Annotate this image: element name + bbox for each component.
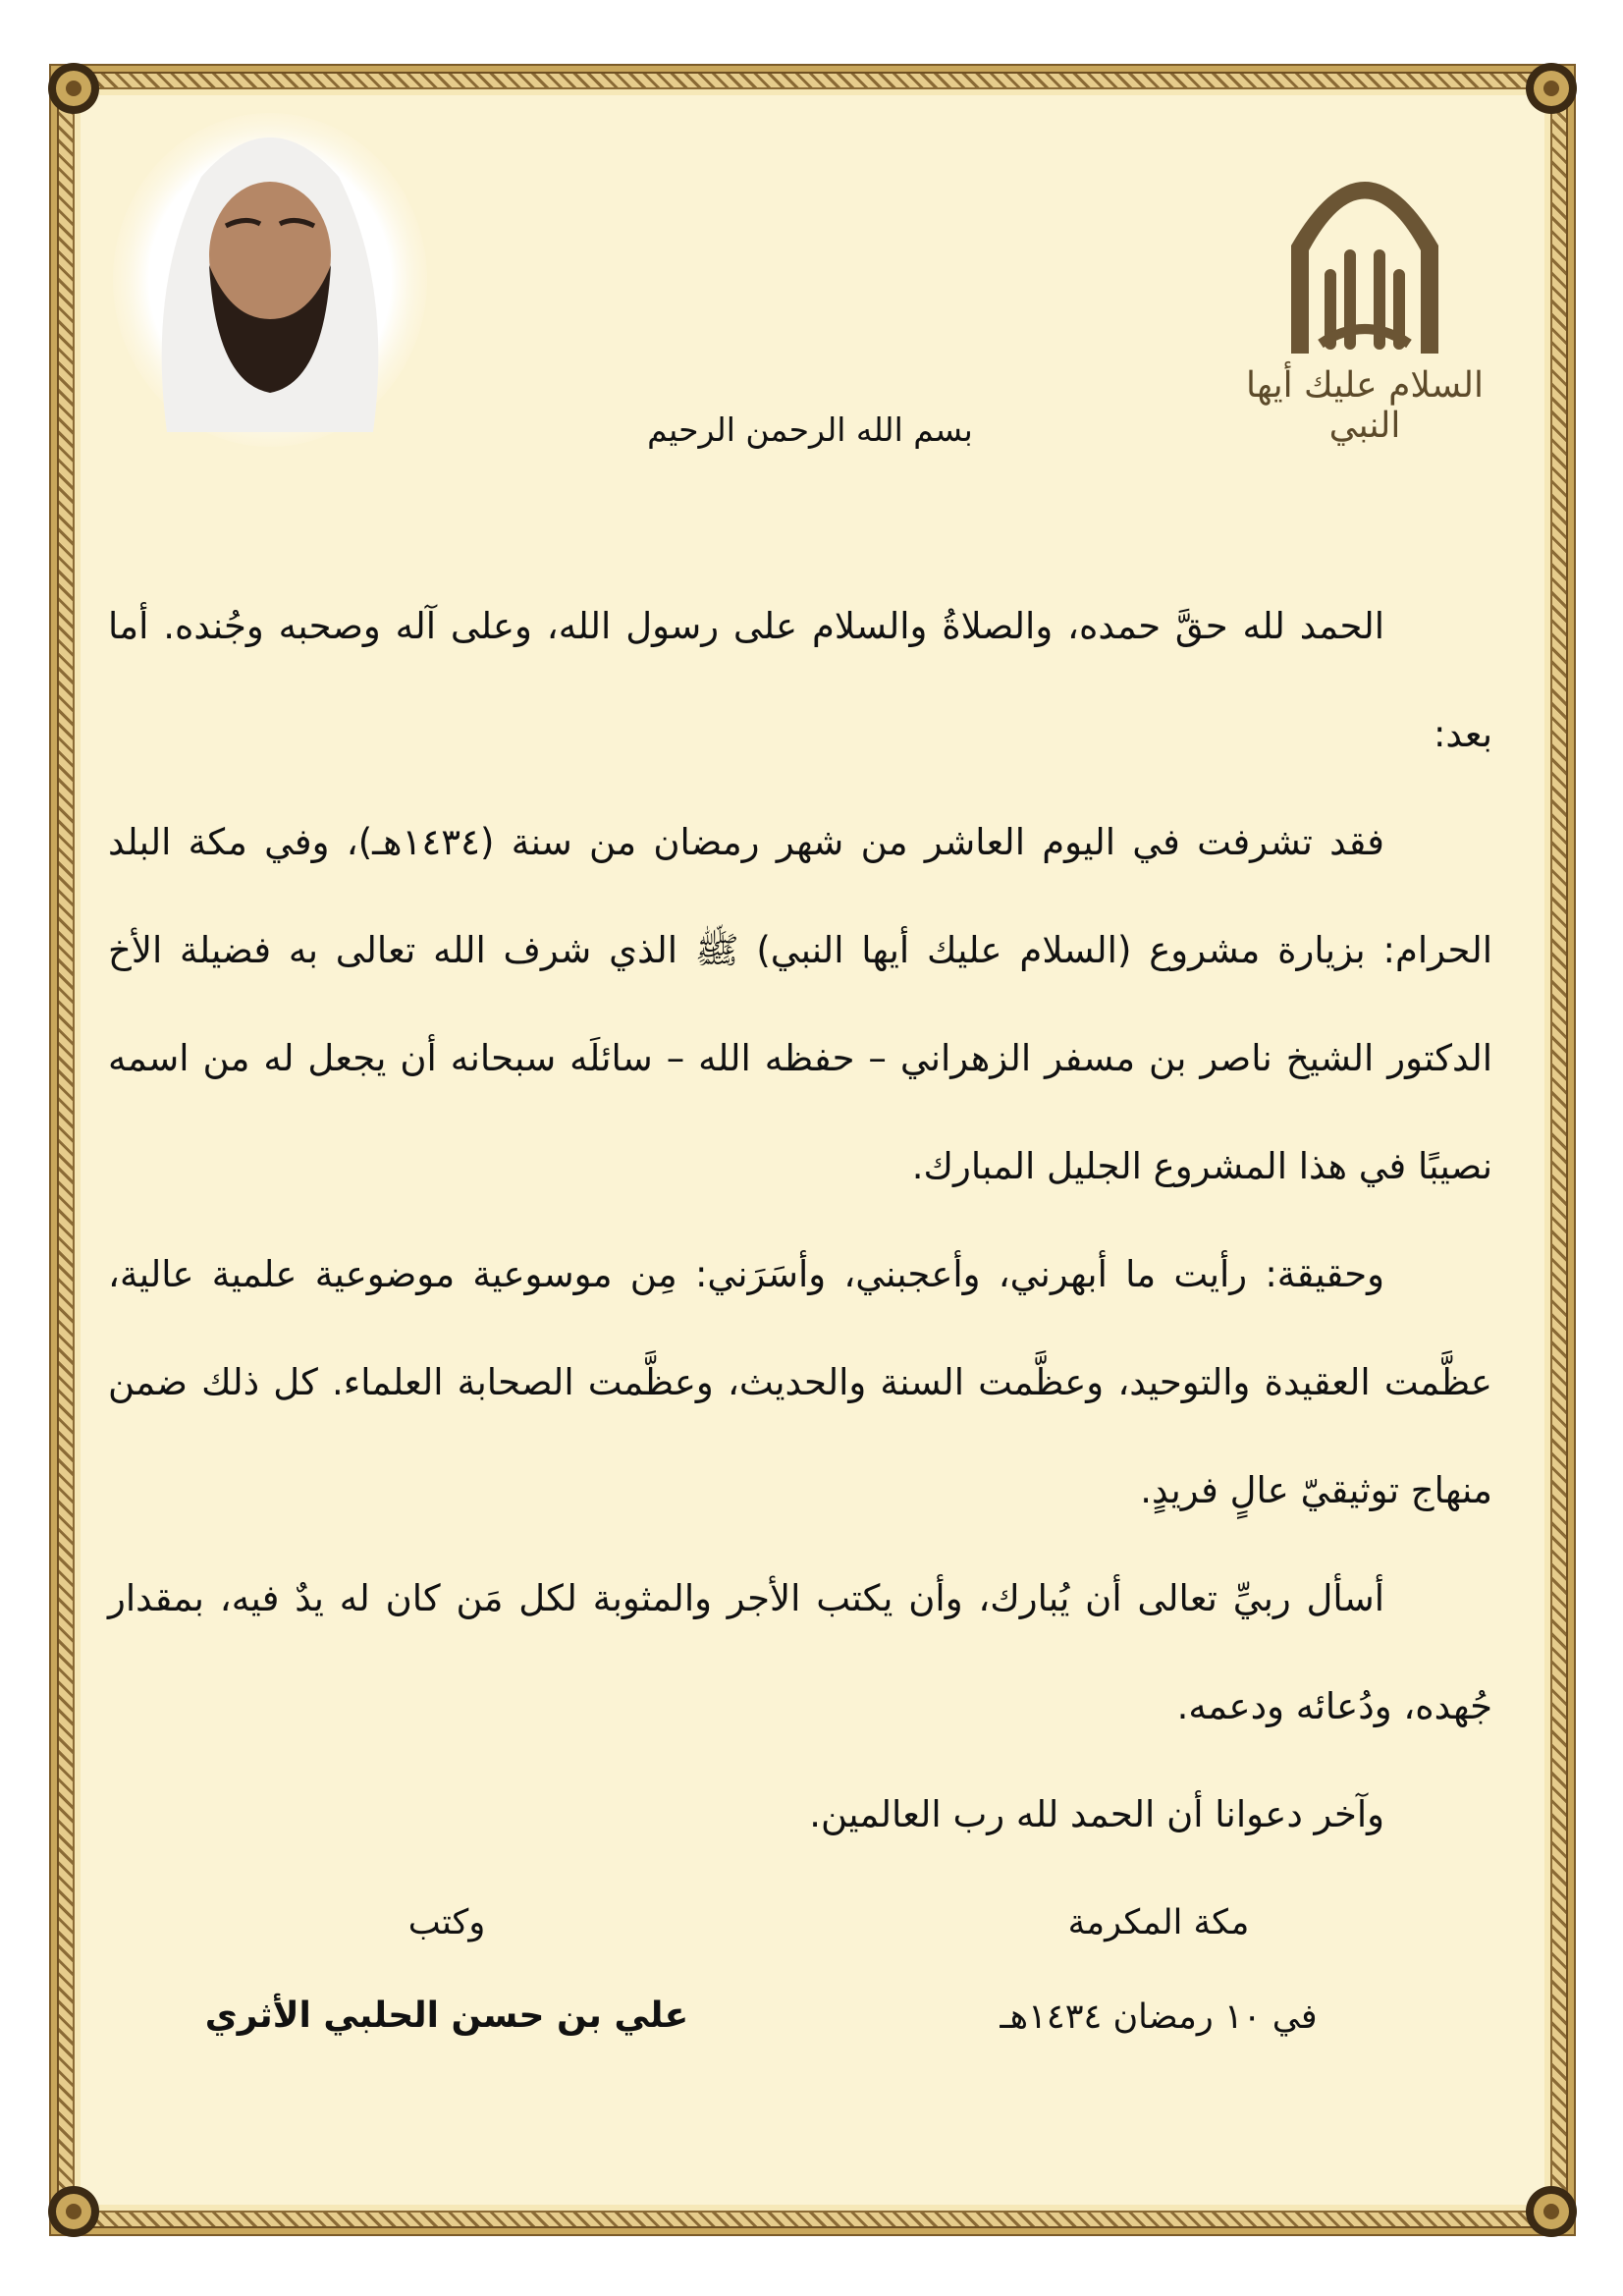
paragraph-closing: وآخر دعوانا أن الحمد لله رب العالمين. [809, 1793, 1384, 1835]
corner-ornament-icon [1521, 2181, 1582, 2242]
paragraph-visit: فقد تشرفت في اليوم العاشر من شهر رمضان من سنة (١٤٣٤هـ)، وفي مكة البلد الحرام: بزيارة مشروع (السلام عليك أيها النبي) ﷺ الذي شرف الله تعالى به فضيلة الأخ الدكتور الشيخ ناصر بن مسفر الزهراني – حفظه الله – سائلَه سبحانه أن يجعل له من اسمه نصيبًا في هذا المشروع الجليل المبارك. [108, 821, 1492, 1187]
letter-date: في ١٠ رمضان ١٤٣٤هـ [1000, 1997, 1318, 2037]
corner-ornament-icon [1521, 58, 1582, 119]
paragraph-prayer: أسأل ربيِّ تعالى أن يُبارك، وأن يكتب الأجر والمثوبة لكل مَن كان له يدٌ فيه، بمقدار جُهده، ودُعائه ودعمه. [108, 1577, 1492, 1727]
corner-ornament-icon [43, 2181, 104, 2242]
letter-body [108, 573, 1492, 1869]
paragraph-opening: الحمد لله حقَّ حمده، والصلاةُ والسلام على رسول الله، وعلى آله وصحبه وجُنده. أما بعد: [108, 605, 1492, 755]
portrait-photo [108, 108, 432, 452]
arch-logo-icon [1222, 137, 1507, 363]
project-logo [1222, 137, 1507, 446]
basmala: بسم الله الرحمن الرحيم [647, 410, 973, 449]
wrote-label: وكتب [407, 1903, 486, 1942]
corner-ornament-icon [43, 58, 104, 119]
logo-caption: السلام عليك أيها النبي [1246, 365, 1484, 446]
author-name: علي بن حسن الحلبي الأثري [204, 1995, 689, 2036]
paragraph-impression: وحقيقة: رأيت ما أبهرني، وأعجبني، وأسَرَني: مِن موسوعية موضوعية علمية عالية، عظَّمت العقيدة والتوحيد، وعظَّمت السنة والحديث، وعظَّمت الصحابة العلماء. كل ذلك ضمن منهاج توثيقيّ عالٍ فريدٍ. [108, 1253, 1492, 1511]
place-label: مكة المكرمة [1067, 1903, 1250, 1942]
